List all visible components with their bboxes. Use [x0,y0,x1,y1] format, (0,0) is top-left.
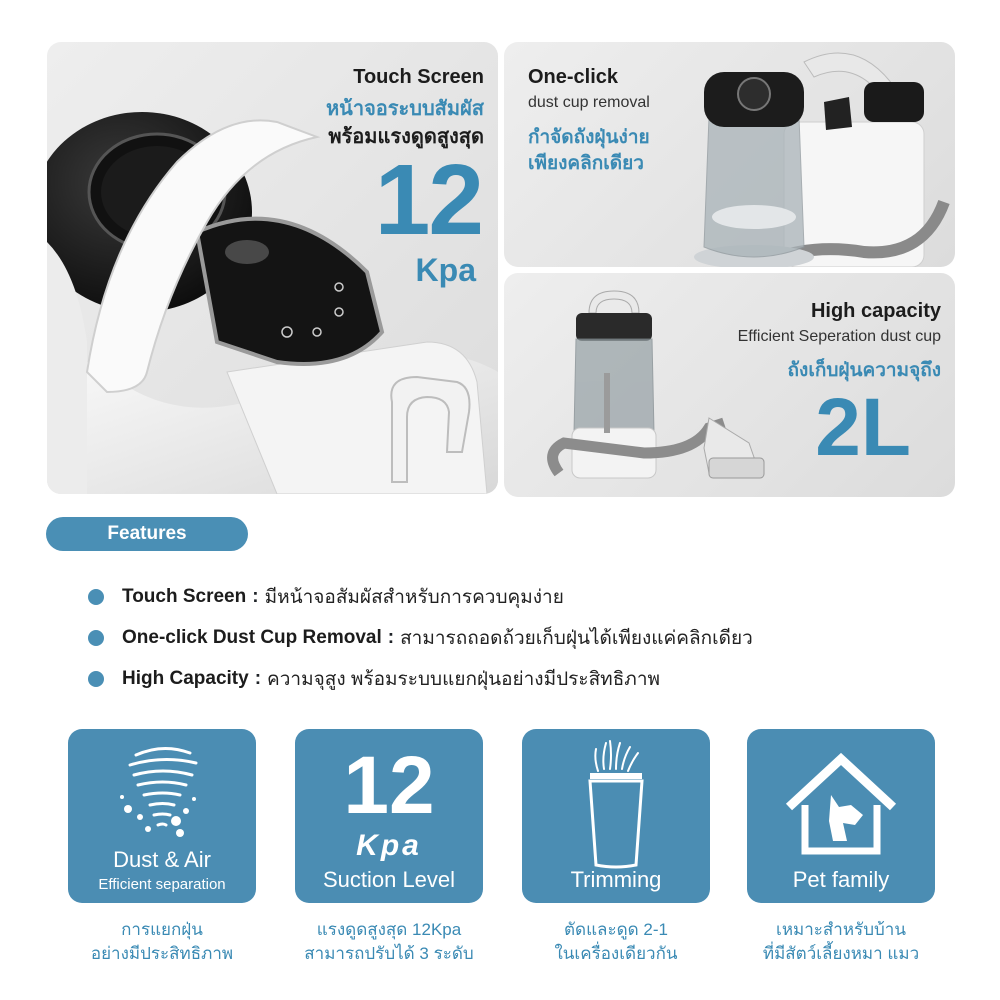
feature-description: ความจุสูง พร้อมระบบแยกฝุ่นอย่างมีประสิทธิภาพ [267,669,661,690]
high-capacity-panel [504,273,955,497]
feature-description: สามารถถอดถ้วยเก็บฝุ่นได้เพียงแค่คลิกเดียว [400,628,753,649]
touch-screen-title: Touch Screen [353,66,484,88]
feature-separator: : [254,668,262,689]
caption-line1: แรงดูดสูงสุด 12Kpa [316,920,462,939]
one-click-thai-line2: เพียงคลิกเดียว [528,153,644,174]
card-big-number: 12 [343,740,435,831]
bullet-dot-icon [88,589,104,605]
feature-item [88,625,753,651]
card-caption [522,918,710,966]
bullet-dot-icon [88,630,104,646]
bullet-dot-icon [88,671,104,687]
caption-line1: การแยกฝุ่น [121,920,203,939]
card-suction-level [295,729,483,903]
card-dust-air [68,729,256,903]
card-caption [747,918,935,966]
suction-number: 12 [374,144,482,256]
feature-item [88,584,564,610]
one-click-subtitle: dust cup removal [528,94,650,111]
capacity-number: 2L [815,382,911,473]
card-trimming [522,729,710,903]
card-caption [295,918,483,966]
card-title: Suction Level [322,867,456,892]
feature-separator: : [387,627,395,648]
card-title: Dust & Air [113,847,211,872]
feature-name: High Capacity [122,668,249,689]
high-capacity-title: High capacity [810,300,941,322]
suction-unit: Kpa [415,252,476,288]
card-title: Trimming [570,867,662,892]
card-caption [68,918,256,966]
caption-line1: เหมาะสำหรับบ้าน [776,920,906,939]
features-heading: Features [46,517,248,551]
card-pet-family [747,729,935,903]
card-unit: Kpa [356,829,422,862]
high-capacity-subtitle: Efficient Seperation dust cup [737,328,941,345]
caption-line2: สามารถปรับได้ 3 ระดับ [304,944,474,963]
card-title: Pet family [792,867,890,892]
caption-line2: ในเครื่องเดียวกัน [554,944,678,963]
caption-line2: อย่างมีประสิทธิภาพ [90,944,234,963]
touch-screen-panel [47,42,498,494]
feature-separator: : [252,586,259,607]
high-capacity-thai-line: ถังเก็บฝุ่นความจุถึง [787,360,941,381]
caption-line1: ตัดและดูด 2-1 [564,920,668,939]
touch-screen-thai-line1: หน้าจอระบบสัมผัส [325,98,484,120]
feature-item [88,666,660,692]
caption-line2: ที่มีสัตว์เลี้ยงหมา แมว [762,944,920,963]
one-click-panel [504,42,955,267]
feature-name: One-click Dust Cup Removal [122,627,382,648]
feature-description: มีหน้าจอสัมผัสสำหรับการควบคุมง่าย [264,587,564,608]
one-click-thai-line1: กำจัดถังฝุ่นง่าย [528,127,650,148]
touch-screen-thai-line2: พร้อมแรงดูดสูงสุด [328,126,484,148]
feature-name: Touch Screen [122,586,247,607]
card-subtitle: Efficient separation [98,876,226,893]
one-click-title: One-click [528,66,619,88]
